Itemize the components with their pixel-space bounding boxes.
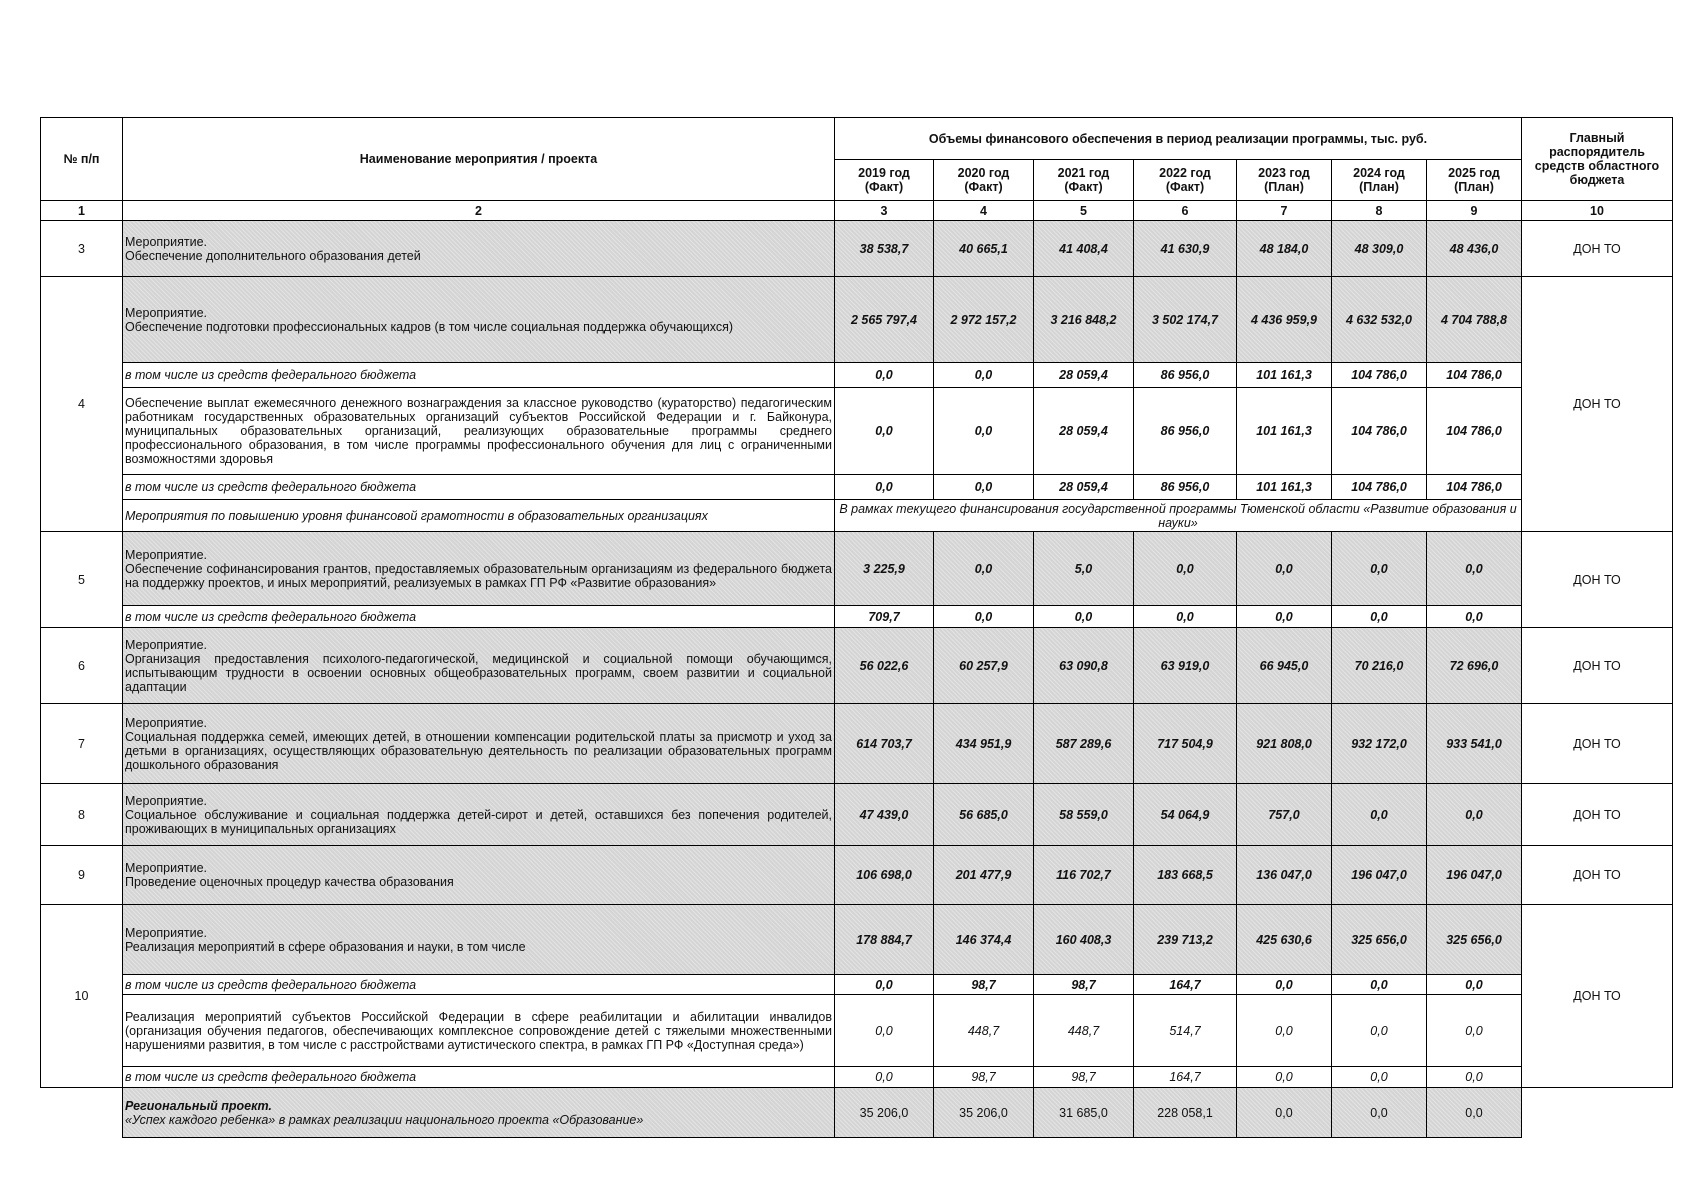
row-number: 8: [41, 784, 123, 846]
column-number: 9: [1427, 201, 1522, 221]
value-cell: 0,0: [1427, 532, 1522, 606]
value-cell: 0,0: [1237, 1067, 1332, 1088]
table-row: [41, 1067, 1673, 1088]
value-cell: 0,0: [1332, 975, 1427, 995]
value-cell: 0,0: [1427, 1067, 1522, 1088]
row-number: 5: [41, 532, 123, 628]
table-row: [41, 532, 1673, 606]
row-number: 6: [41, 628, 123, 704]
value-cell: 0,0: [1134, 532, 1237, 606]
regional-project-name: Региональный проект. «Успех каждого ребенка» в рамках реализации национального проекта «Образование»: [123, 1088, 835, 1138]
value-cell: 28 059,4: [1034, 388, 1134, 475]
distributor: ДОН ТО: [1522, 277, 1673, 532]
table-row: [41, 846, 1673, 905]
value-cell: 38 538,7: [835, 221, 934, 277]
value-cell: 717 504,9: [1134, 704, 1237, 784]
value-cell: 921 808,0: [1237, 704, 1332, 784]
value-cell: 3 502 174,7: [1134, 277, 1237, 363]
value-cell: 101 161,3: [1237, 388, 1332, 475]
header-distributor: Главный распорядитель средств областного бюджета: [1522, 118, 1673, 201]
value-cell: 0,0: [1034, 606, 1134, 628]
value-cell: 0,0: [1427, 995, 1522, 1067]
table-row: [41, 1088, 1673, 1138]
value-cell: 104 786,0: [1332, 475, 1427, 500]
value-cell: 56 022,6: [835, 628, 934, 704]
value-cell: 47 439,0: [835, 784, 934, 846]
value-cell: 932 172,0: [1332, 704, 1427, 784]
federal-budget-label: в том числе из средств федерального бюджета: [123, 975, 835, 995]
value-cell: 0,0: [934, 606, 1034, 628]
row-number: 3: [41, 221, 123, 277]
value-cell: 41 408,4: [1034, 221, 1134, 277]
value-cell: 434 951,9: [934, 704, 1034, 784]
value-cell: 146 374,4: [934, 905, 1034, 975]
column-number: 6: [1134, 201, 1237, 221]
table-row: [41, 388, 1673, 475]
value-cell: 48 436,0: [1427, 221, 1522, 277]
value-cell: 201 477,9: [934, 846, 1034, 905]
value-cell: 0,0: [1427, 975, 1522, 995]
value-cell: 54 064,9: [1134, 784, 1237, 846]
value-cell: 63 919,0: [1134, 628, 1237, 704]
value-cell: 101 161,3: [1237, 363, 1332, 388]
value-cell: 31 685,0: [1034, 1088, 1134, 1138]
value-cell: 0,0: [1332, 1088, 1427, 1138]
value-cell: 0,0: [835, 995, 934, 1067]
value-cell: 0,0: [1237, 606, 1332, 628]
value-cell: 228 058,1: [1134, 1088, 1237, 1138]
value-cell: 3 216 848,2: [1034, 277, 1134, 363]
value-cell: 0,0: [1427, 606, 1522, 628]
value-cell: 178 884,7: [835, 905, 934, 975]
value-cell: 0,0: [1332, 1067, 1427, 1088]
value-cell: 35 206,0: [934, 1088, 1034, 1138]
event-name: Мероприятие. Социальное обслуживание и социальная поддержка детей-сирот и детей, оставшихся без попечения родителей, проживающих в муниципальных организациях: [123, 784, 835, 846]
sub-event-name: Обеспечение выплат ежемесячного денежного вознаграждения за классное руководство (кураторство) педагогическим работникам государственных образовательных организаций субъектов Российской Федерации и г. Байконура, муниципальных образовательных организаций, реализующих образовательные программы среднего профессионального образования, в том числе программы профессионального обучения для лиц с ограниченными возможностями здоровья: [123, 388, 835, 475]
value-cell: 0,0: [1332, 532, 1427, 606]
column-number: 2: [123, 201, 835, 221]
financial-literacy-event: Мероприятия по повышению уровня финансовой грамотности в образовательных организациях: [123, 500, 835, 532]
value-cell: 164,7: [1134, 975, 1237, 995]
value-cell: 0,0: [934, 532, 1034, 606]
table-row: [41, 995, 1673, 1067]
header-year: 2022 год (Факт): [1134, 160, 1237, 201]
value-cell: 325 656,0: [1427, 905, 1522, 975]
value-cell: 104 786,0: [1427, 475, 1522, 500]
value-cell: 0,0: [1237, 995, 1332, 1067]
value-cell: 98,7: [934, 975, 1034, 995]
distributor: ДОН ТО: [1522, 846, 1673, 905]
value-cell: 48 184,0: [1237, 221, 1332, 277]
value-cell: 104 786,0: [1427, 363, 1522, 388]
header-year: 2019 год (Факт): [835, 160, 934, 201]
value-cell: 86 956,0: [1134, 363, 1237, 388]
distributor: ДОН ТО: [1522, 532, 1673, 628]
table-row: [41, 500, 1673, 532]
value-cell: 0,0: [1134, 606, 1237, 628]
value-cell: 0,0: [835, 475, 934, 500]
column-number: 4: [934, 201, 1034, 221]
value-cell: 0,0: [1237, 1088, 1332, 1138]
header-year: 2023 год (План): [1237, 160, 1332, 201]
row-number: 4: [41, 277, 123, 532]
value-cell: 28 059,4: [1034, 475, 1134, 500]
value-cell: 86 956,0: [1134, 388, 1237, 475]
value-cell: 2 972 157,2: [934, 277, 1034, 363]
value-cell: 41 630,9: [1134, 221, 1237, 277]
value-cell: 3 225,9: [835, 532, 934, 606]
header-year: 2020 год (Факт): [934, 160, 1034, 201]
header-num: № п/п: [41, 118, 123, 201]
header-year: 2024 год (План): [1332, 160, 1427, 201]
value-cell: 106 698,0: [835, 846, 934, 905]
column-number: 7: [1237, 201, 1332, 221]
value-cell: 0,0: [1427, 1088, 1522, 1138]
value-cell: 4 632 532,0: [1332, 277, 1427, 363]
event-name: Мероприятие. Обеспечение подготовки профессиональных кадров (в том числе социальная поддержка обучающихся): [123, 277, 835, 363]
table-row: [41, 221, 1673, 277]
value-cell: 0,0: [1237, 532, 1332, 606]
value-cell: 63 090,8: [1034, 628, 1134, 704]
event-name: Мероприятие. Реализация мероприятий в сфере образования и науки, в том числе: [123, 905, 835, 975]
value-cell: 104 786,0: [1427, 388, 1522, 475]
value-cell: 0,0: [1237, 975, 1332, 995]
value-cell: 514,7: [1134, 995, 1237, 1067]
value-cell: 4 436 959,9: [1237, 277, 1332, 363]
value-cell: 70 216,0: [1332, 628, 1427, 704]
value-cell: 86 956,0: [1134, 475, 1237, 500]
value-cell: 448,7: [1034, 995, 1134, 1067]
value-cell: 183 668,5: [1134, 846, 1237, 905]
header-year: 2021 год (Факт): [1034, 160, 1134, 201]
value-cell: 196 047,0: [1332, 846, 1427, 905]
value-cell: 5,0: [1034, 532, 1134, 606]
federal-budget-label: в том числе из средств федерального бюджета: [123, 606, 835, 628]
event-name: Мероприятие. Организация предоставления психолого-педагогической, медицинской и социальной помощи обучающимся, испытывающим трудности в освоении основных общеобразовательных программ, своем развитии и социальной адаптации: [123, 628, 835, 704]
distributor: ДОН ТО: [1522, 704, 1673, 784]
event-name: Мероприятие. Социальная поддержка семей, имеющих детей, в отношении компенсации родительской платы за присмотр и уход за детьми в организациях, осуществляющих образовательную деятельность по реализации образовательных программ дошкольного образования: [123, 704, 835, 784]
value-cell: 56 685,0: [934, 784, 1034, 846]
value-cell: 35 206,0: [835, 1088, 934, 1138]
column-number: 3: [835, 201, 934, 221]
table-row: [41, 628, 1673, 704]
value-cell: 98,7: [934, 1067, 1034, 1088]
header-finance: Объемы финансового обеспечения в период реализации программы, тыс. руб.: [835, 118, 1522, 160]
table-row: [41, 606, 1673, 628]
federal-budget-label: в том числе из средств федерального бюджета: [123, 475, 835, 500]
value-cell: 116 702,7: [1034, 846, 1134, 905]
value-cell: 0,0: [934, 388, 1034, 475]
federal-budget-label: в том числе из средств федерального бюджета: [123, 363, 835, 388]
value-cell: 239 713,2: [1134, 905, 1237, 975]
distributor: ДОН ТО: [1522, 628, 1673, 704]
value-cell: 0,0: [1427, 784, 1522, 846]
value-cell: 0,0: [835, 1067, 934, 1088]
financing-note: В рамках текущего финансирования государственной программы Тюменской области «Развитие образования и науки»: [835, 500, 1522, 532]
value-cell: 0,0: [1332, 606, 1427, 628]
value-cell: 48 309,0: [1332, 221, 1427, 277]
sub-event-name: Реализация мероприятий субъектов Российской Федерации в сфере реабилитации и абилитации инвалидов (организация обучения педагогов, обеспечивающих комплексное сопровождение детей с тяжелыми множественными нарушениями развития, в том числе с расстройствами аутистического спектра, в рамках ГП РФ «Доступная среда»): [123, 995, 835, 1067]
value-cell: 0,0: [1332, 784, 1427, 846]
event-name: Мероприятие. Обеспечение дополнительного образования детей: [123, 221, 835, 277]
table-row: [41, 704, 1673, 784]
table-row: [41, 475, 1673, 500]
value-cell: 104 786,0: [1332, 388, 1427, 475]
value-cell: 0,0: [835, 363, 934, 388]
value-cell: 0,0: [934, 475, 1034, 500]
value-cell: 196 047,0: [1427, 846, 1522, 905]
table-row: [41, 905, 1673, 975]
value-cell: 164,7: [1134, 1067, 1237, 1088]
row-number: 9: [41, 846, 123, 905]
value-cell: 325 656,0: [1332, 905, 1427, 975]
value-cell: 4 704 788,8: [1427, 277, 1522, 363]
column-number: 8: [1332, 201, 1427, 221]
distributor: ДОН ТО: [1522, 784, 1673, 846]
row-number: 10: [41, 905, 123, 1088]
value-cell: 101 161,3: [1237, 475, 1332, 500]
value-cell: 60 257,9: [934, 628, 1034, 704]
row-number: 7: [41, 704, 123, 784]
table-row: [41, 975, 1673, 995]
value-cell: 0,0: [835, 388, 934, 475]
value-cell: 160 408,3: [1034, 905, 1134, 975]
column-number: 1: [41, 201, 123, 221]
value-cell: 587 289,6: [1034, 704, 1134, 784]
column-number: 5: [1034, 201, 1134, 221]
value-cell: 98,7: [1034, 1067, 1134, 1088]
event-name: Мероприятие. Обеспечение софинансирования грантов, предоставляемых образовательным организациям из федерального бюджета на поддержку проектов, и иных мероприятий, реализуемых в рамках ГП РФ «Развитие образования»: [123, 532, 835, 606]
distributor: ДОН ТО: [1522, 221, 1673, 277]
column-number: 10: [1522, 201, 1673, 221]
table-row: [41, 277, 1673, 363]
distributor: ДОН ТО: [1522, 905, 1673, 1088]
header-year: 2025 год (План): [1427, 160, 1522, 201]
value-cell: 933 541,0: [1427, 704, 1522, 784]
value-cell: 2 565 797,4: [835, 277, 934, 363]
value-cell: 136 047,0: [1237, 846, 1332, 905]
value-cell: 40 665,1: [934, 221, 1034, 277]
value-cell: 58 559,0: [1034, 784, 1134, 846]
value-cell: 448,7: [934, 995, 1034, 1067]
federal-budget-label: в том числе из средств федерального бюджета: [123, 1067, 835, 1088]
value-cell: 614 703,7: [835, 704, 934, 784]
value-cell: 0,0: [835, 975, 934, 995]
value-cell: 104 786,0: [1332, 363, 1427, 388]
value-cell: 0,0: [934, 363, 1034, 388]
header-name: Наименование мероприятия / проекта: [123, 118, 835, 201]
value-cell: 66 945,0: [1237, 628, 1332, 704]
column-numbers-row: [41, 201, 1673, 221]
value-cell: 72 696,0: [1427, 628, 1522, 704]
table-row: [41, 784, 1673, 846]
value-cell: 709,7: [835, 606, 934, 628]
value-cell: 28 059,4: [1034, 363, 1134, 388]
table-row: [41, 363, 1673, 388]
finance-table: [40, 117, 1673, 1138]
value-cell: 0,0: [1332, 995, 1427, 1067]
value-cell: 98,7: [1034, 975, 1134, 995]
event-name: Мероприятие. Проведение оценочных процедур качества образования: [123, 846, 835, 905]
value-cell: 425 630,6: [1237, 905, 1332, 975]
value-cell: 757,0: [1237, 784, 1332, 846]
